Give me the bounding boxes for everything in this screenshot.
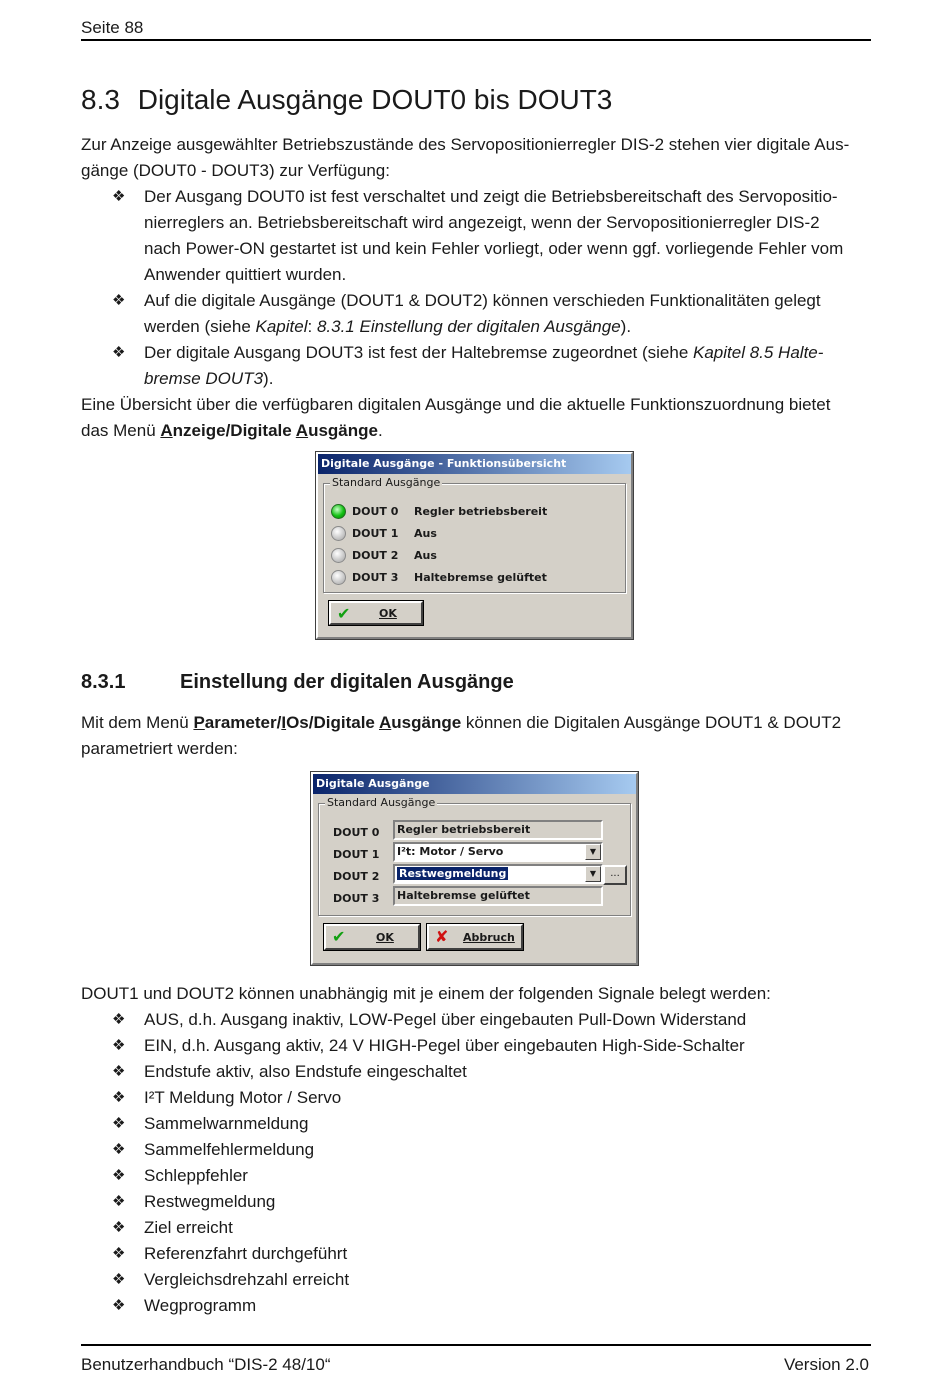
list-item-text: Ziel erreicht (144, 1218, 233, 1237)
checkmark-icon: ✔ (337, 604, 351, 623)
list-item-text: Sammelwarnmeldung (144, 1114, 309, 1133)
status-led-icon (331, 504, 346, 519)
list-item (112, 1241, 872, 1267)
subsection-title: Einstellung der digitalen Ausgänge (180, 671, 514, 693)
bullet-icon: ❖ (112, 1115, 126, 1132)
list-item-text: Sammelfehlermeldung (144, 1140, 315, 1159)
menu-path: Parameter/IOs/Digitale Ausgänge (193, 713, 462, 732)
output-name: DOUT 0 (352, 505, 399, 518)
list-item (112, 340, 872, 392)
list-item (112, 1111, 872, 1137)
list-item (112, 1137, 872, 1163)
dialog-title: Digitale Ausgänge (313, 774, 636, 794)
section-heading (81, 84, 612, 116)
group-label: Standard Ausgänge (327, 796, 436, 809)
list-item-text: Vergleichsdrehzahl erreicht (144, 1270, 350, 1289)
output-name: DOUT 2 (352, 549, 399, 562)
bullet-icon: ❖ (112, 1167, 126, 1184)
bullet-icon: ❖ (112, 1063, 126, 1080)
subsection-number: 8.3.1 (81, 671, 126, 693)
list-item (112, 288, 872, 340)
more-options-button[interactable]: ... (603, 865, 627, 885)
bullet-icon: ❖ (112, 344, 126, 361)
list-item-text: Schleppfehler (144, 1166, 248, 1185)
chevron-down-icon[interactable]: ▼ (585, 866, 601, 882)
cancel-button[interactable]: ✘ Abbruch (427, 924, 523, 950)
header-rule (81, 39, 871, 41)
list-item (112, 1033, 872, 1059)
parameter-paragraph: Mit dem Menü Parameter/IOs/Digitale Ausgänge können die Digitalen Ausgänge DOUT1 & DOUT2 parametriert werden: (81, 713, 842, 758)
signals-intro: DOUT1 und DOUT2 können unabhängig mit je einem der folgenden Signale belegt werden: (81, 984, 771, 1003)
list-item (112, 1085, 872, 1111)
status-led-icon (331, 548, 346, 563)
output-name: DOUT 3 (352, 571, 399, 584)
list-item-text: Der Ausgang DOUT0 ist fest verschaltet und zeigt die Betriebsbereitschaft des Servopositio- nierreglers an. Betriebsbereitschaft wird angezeigt, wenn der Servopositionierregler DIS-2 nach Power-ON gestartet ist und kein Fehler vorliegt, oder wenn ggf. vorliegende Fehler vom Anwender quittiert wurden. (144, 187, 844, 284)
bullet-icon: ❖ (112, 1141, 126, 1158)
group-label: Standard Ausgänge (332, 476, 441, 489)
bullet-icon: ❖ (112, 188, 126, 205)
bullet-icon: ❖ (112, 1245, 126, 1262)
status-led-icon (331, 526, 346, 541)
chevron-down-icon[interactable]: ▼ (585, 844, 601, 860)
list-item (112, 1215, 872, 1241)
section-number: 8.3 (81, 84, 120, 115)
list-item-text: AUS, d.h. Ausgang inaktiv, LOW-Pegel über eingebauten Pull-Down Widerstand (144, 1010, 747, 1029)
footer-version: Version 2.0 (783, 1355, 869, 1374)
menu-path: Anzeige/Digitale Ausgänge (160, 421, 378, 440)
list-item (112, 184, 872, 288)
output-name: DOUT 0 (333, 826, 380, 839)
dout0-field: Regler betriebsbereit (393, 820, 603, 840)
bullet-icon: ❖ (112, 1271, 126, 1288)
dout1-select[interactable]: I²t: Motor / Servo ▼ (393, 842, 603, 862)
output-state: Aus (414, 549, 437, 562)
bullet-icon: ❖ (112, 1297, 126, 1314)
page-number: Seite 88 (81, 18, 144, 37)
output-name: DOUT 1 (352, 527, 399, 540)
close-icon: ✘ (435, 927, 449, 946)
digital-outputs-dialog (311, 772, 638, 965)
list-item-text: Wegprogramm (144, 1296, 257, 1315)
bullet-icon: ❖ (112, 1193, 126, 1210)
list-item (112, 1059, 872, 1085)
output-name: DOUT 1 (333, 848, 380, 861)
list-item-text: Restwegmeldung (144, 1192, 276, 1211)
list-item-text: Referenzfahrt durchgeführt (144, 1244, 348, 1263)
status-led-icon (331, 570, 346, 585)
bullet-icon: ❖ (112, 1089, 126, 1106)
dialog-title: Digitale Ausgänge - Funktionsübersicht (318, 454, 631, 474)
list-item (112, 1293, 872, 1319)
output-state: Regler betriebsbereit (414, 505, 548, 518)
dout3-field: Haltebremse gelüftet (393, 886, 603, 906)
output-name: DOUT 3 (333, 892, 380, 905)
chapter-ref-title: 8.3.1 Einstellung der digitalen Ausgänge (316, 317, 621, 336)
dout2-select[interactable]: Restwegmeldung ▼ (393, 864, 603, 884)
chapter-ref: Kapitel (255, 317, 308, 336)
output-state: Aus (414, 527, 437, 540)
ok-button[interactable]: ✔ OK (329, 601, 423, 625)
output-name: DOUT 2 (333, 870, 380, 883)
list-item-text: EIN, d.h. Ausgang aktiv, 24 V HIGH-Pegel über eingebauten High-Side-Schalter (144, 1036, 745, 1055)
list-item-text: Endstufe aktiv, also Endstufe eingeschaltet (144, 1062, 467, 1081)
checkmark-icon: ✔ (332, 927, 346, 946)
chapter-ref: Kapitel 8.5 Halte- bremse DOUT3 (144, 343, 824, 388)
list-item (112, 1189, 872, 1215)
bullet-icon: ❖ (112, 292, 126, 309)
bullet-icon: ❖ (112, 1219, 126, 1236)
list-item-text: I²T Meldung Motor / Servo (144, 1088, 342, 1107)
list-item (112, 1007, 872, 1033)
ok-button[interactable]: ✔ OK (324, 924, 420, 950)
list-item (112, 1163, 872, 1189)
list-item (112, 1267, 872, 1293)
subsection-heading (81, 671, 514, 694)
overview-paragraph: Eine Übersicht über die verfügbaren digitalen Ausgänge und die aktuelle Funktionszuordnung bietet das Menü Anzeige/Digitale Ausgänge. (81, 395, 831, 440)
bullet-icon: ❖ (112, 1037, 126, 1054)
output-state: Haltebremse gelüftet (414, 571, 547, 584)
footer-title: Benutzerhandbuch “DIS-2 48/10“ (81, 1355, 331, 1374)
footer-rule (81, 1344, 871, 1346)
function-overview-dialog (316, 452, 633, 639)
section-title: Digitale Ausgänge DOUT0 bis DOUT3 (137, 84, 613, 115)
list-item-text: Der digitale Ausgang DOUT3 ist fest der Haltebremse zugeordnet (siehe Kapitel 8.5 Halte- bremse DOUT3). (144, 343, 824, 388)
intro-paragraph: Zur Anzeige ausgewählter Betriebszustände des Servopositionierregler DIS-2 stehen vier digitale Aus- gänge (DOUT0 - DOUT3) zur Verfügung: (81, 135, 850, 180)
bullet-icon: ❖ (112, 1011, 126, 1028)
list-item-text: Auf die digitale Ausgänge (DOUT1 & DOUT2) können verschieden Funktionalitäten gelegt werden (siehe Kapitel: 8.3.1 Einstellung der digitalen Ausgänge). (144, 291, 821, 336)
